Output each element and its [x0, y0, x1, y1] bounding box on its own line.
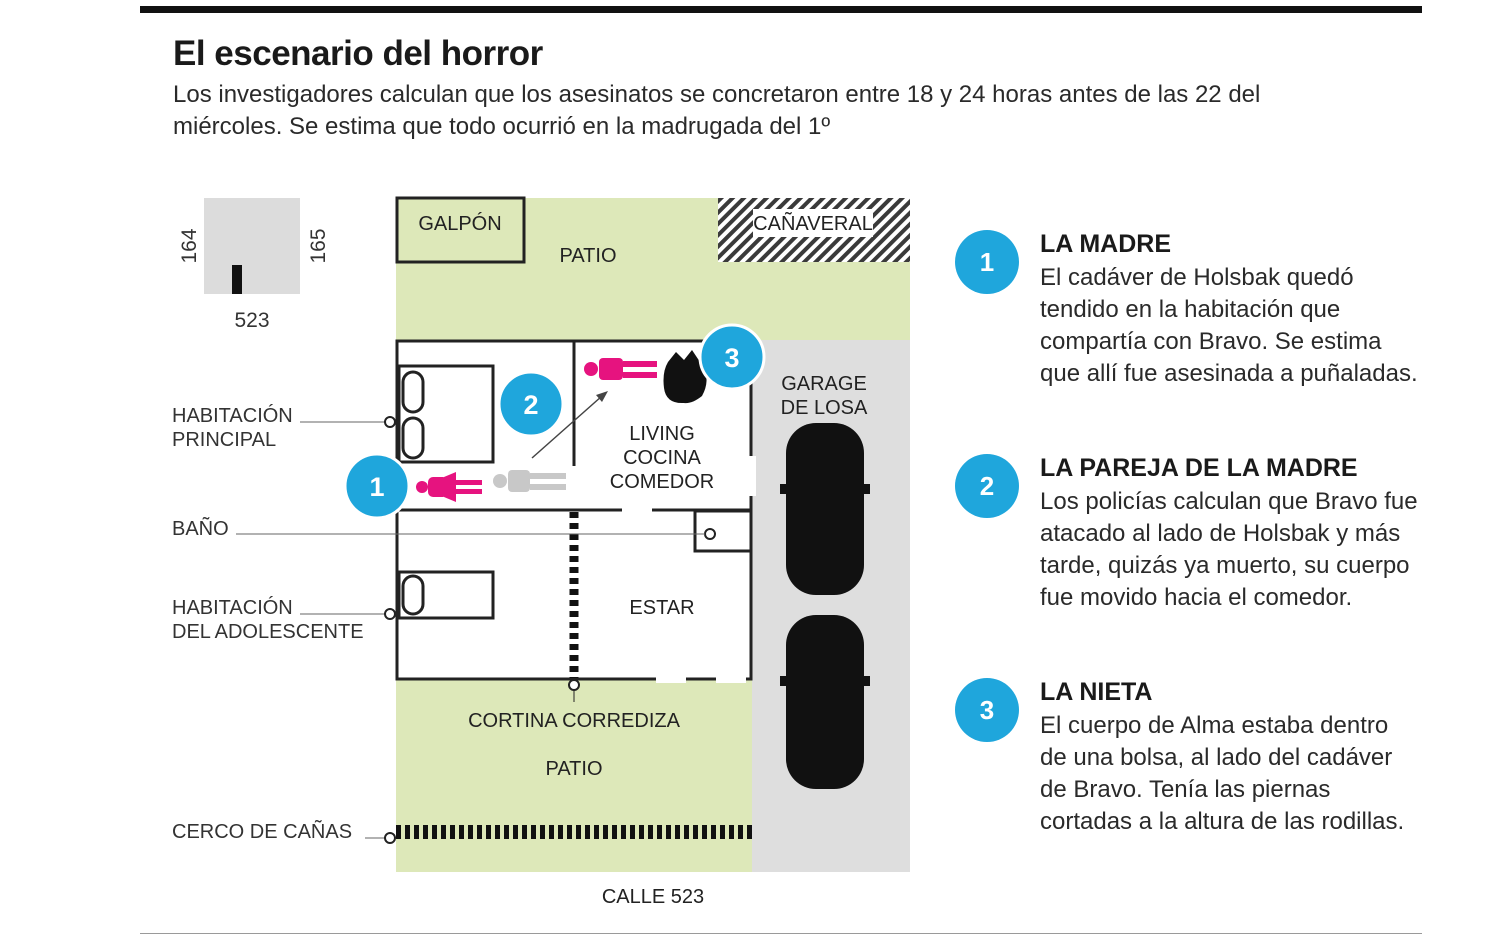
- garage-label-line2: DE LOSA: [780, 397, 868, 419]
- marker-1-label: 1: [369, 472, 385, 502]
- comedor-label: COMEDOR: [609, 471, 715, 493]
- locator-left-number: 164: [178, 228, 201, 264]
- page-subtitle: Los investigadores calculan que los asesinatos se concretaron entre 18 y 24 horas antes de las 22 del miércoles. Se estima que todo ocurrió en la madrugada del 1º: [173, 81, 1261, 140]
- legend-title-nieta: LA NIETA: [1040, 678, 1153, 706]
- garage-label-line1: GARAGE: [781, 373, 867, 395]
- street-label: CALLE 523: [601, 886, 705, 908]
- patio-top-label: PATIO: [559, 245, 617, 267]
- habitacion-adolescente-line1: HABITACIÓN: [172, 597, 293, 619]
- pillow-icon: [403, 576, 423, 614]
- patio-bottom-label: PATIO: [545, 758, 603, 780]
- garage-area: [752, 340, 910, 872]
- locator-bottom-number: 523: [234, 309, 270, 332]
- legend-text-nieta: El cuerpo de Alma estaba dentro de una bolsa, al lado del cadáver de Bravo. Tenía las piernas cortadas a la altura de las rodillas.: [1040, 712, 1405, 835]
- canaveral-label: CAÑAVERAL: [753, 213, 873, 235]
- marker-2-label: 2: [523, 390, 539, 420]
- estar-label: ESTAR: [629, 597, 695, 619]
- bottom-rule: [140, 933, 1422, 934]
- locator-block: [204, 198, 300, 294]
- label-habitacion-principal: [172, 404, 395, 451]
- bano-room: [695, 511, 751, 551]
- cortina-label: CORTINA CORREDIZA: [468, 710, 680, 732]
- label-cerco: [172, 819, 395, 843]
- marker-1: [345, 454, 409, 518]
- legend-text-madre: El cadáver de Holsbak quedó tendido en la habitación que compartía con Bravo. Se estima que allí fue asesinada a puñaladas.: [1040, 264, 1418, 387]
- cerco-label: CERCO DE CAÑAS: [172, 821, 353, 843]
- legend-badge-3: 3: [955, 678, 1019, 742]
- legend-badge-2: 2: [955, 454, 1019, 518]
- page-title: El escenario del horror: [173, 34, 543, 73]
- locator-right-number: 165: [307, 228, 330, 264]
- curtain-pointer-dot: [569, 680, 579, 690]
- locator-house-mark: [232, 265, 242, 294]
- legend-item-pareja: [955, 454, 1435, 654]
- bano-label: BAÑO: [172, 518, 229, 540]
- habitacion-principal-line1: HABITACIÓN: [172, 405, 293, 427]
- label-habitacion-adolescente: [172, 596, 395, 643]
- marker-3: [700, 325, 764, 389]
- marker-2: [499, 372, 563, 436]
- locator-map: [178, 198, 330, 332]
- legend-title-madre: LA MADRE: [1040, 230, 1172, 258]
- legend-item-nieta: [955, 678, 1435, 878]
- car-icon: [780, 615, 870, 789]
- habitacion-principal-line2: PRINCIPAL: [172, 429, 277, 451]
- door-opening: [656, 675, 686, 683]
- door-opening: [746, 456, 756, 496]
- marker-3-label: 3: [724, 343, 740, 373]
- door-opening: [716, 675, 746, 683]
- cocina-label: COCINA: [623, 447, 701, 469]
- living-label: LIVING: [629, 423, 695, 445]
- legend-text-pareja: Los policías calculan que Bravo fue atacado al lado de Holsbak y más tarde, quizás ya muerto, su cuerpo fue movido hacia el comedor.: [1040, 488, 1418, 611]
- legend-item-madre: [955, 230, 1435, 430]
- pillow-icon: [403, 418, 423, 458]
- pillow-icon: [403, 372, 423, 412]
- habitacion-adolescente-line2: DEL ADOLESCENTE: [172, 621, 364, 643]
- door-opening: [622, 506, 652, 514]
- galpon-label: GALPÓN: [418, 213, 502, 235]
- legend-title-pareja: LA PAREJA DE LA MADRE: [1040, 454, 1358, 482]
- car-icon: [780, 423, 870, 595]
- legend-badge-1: 1: [955, 230, 1019, 294]
